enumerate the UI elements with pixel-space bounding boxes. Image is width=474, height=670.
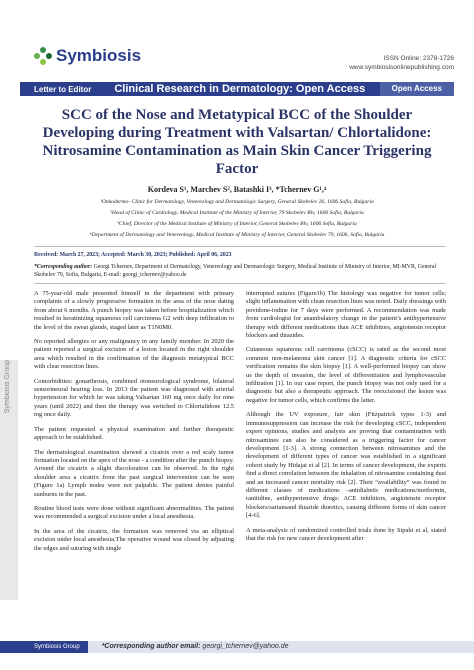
paragraph: Cutaneous squamous cell carcinoma (cSCC) is rated as the second most common non-melanoma skin cancer [1]. A diagnostic criteria for cSCC verification remains the skin biopsy [1]. A well-performed biopsy can show us the depth of invasion, the level of differentiation and lymphovascular infiltration [1]. In our case report, the punch biopsy was not only used for a diagnostic but also a therapeutic approach. The reexcisionof the lesion was negative for tumor cells, which confirms the latter. bbox=[246, 346, 446, 404]
sidebar-text: Symbiosis Group bbox=[4, 360, 11, 414]
issn-text: ISSN Online: 2378-1726 bbox=[383, 55, 454, 62]
sidebar-strip bbox=[0, 360, 18, 600]
journal-banner bbox=[20, 82, 454, 96]
affiliations bbox=[30, 197, 444, 241]
affiliation-3: ³Chief, Director of the Medical Institute of Ministry of Interior, General Skobelev Blv, 1606 Sofia, Bulgaria bbox=[117, 221, 357, 227]
open-access-badge: Open Access bbox=[380, 82, 454, 96]
journal-name: Clinical Research in Dermatology: Open Access bbox=[114, 83, 366, 95]
paragraph: Routine blood tests were done without significant abnormalities. The patient was recommended a surgical excision under a local anesthesia. bbox=[34, 504, 234, 521]
paragraph: interrupted sutures (Figure1b) The histology was negative for tumor cells; slight inflammation with clean resection lines was noted. Daily dressings with povidone-iodine for 7 days were performed. A recommendation was made from cardiologist for anambulatory change in the patient’s antihypertensive therapy with different medications than ACE inhibitors, angiotensin receptor blockers and thiazides. bbox=[246, 290, 446, 340]
corr-label: *Corresponding author: bbox=[34, 264, 93, 270]
corresponding-author bbox=[34, 263, 446, 279]
paragraph: In the area of the cicatrix, the formation was removed via an elliptical excision under local anesthesia.The operative wound was closed by adjusting the edges and suturing with single bbox=[34, 527, 234, 552]
footer-email[interactable]: georgi_tchernev@yahoo.de bbox=[200, 643, 289, 650]
footer-publisher: Symbiosis Group bbox=[0, 641, 88, 653]
author-list: Kordeva S¹, Marchev S², Batashki I³, *Tchernev G¹,⁴ bbox=[147, 185, 327, 194]
corr-text: Georgi Tchernev, Department of Dermatology, Venereology and Dermatologic Surgery, Medical Institute of Ministry of Interior, MI-MVR, General Skobelev 79, Sofia, Bulgaria, E-mail: georgi_tchernev@yahoo.de bbox=[34, 264, 437, 278]
paragraph: A 75-year-old male presented himself in the department with primary complaints of a slowly progressive formation in the area of the nose dating from about 6 months. A punch biopsy was taken before hospitalization which resulted in keratinizing squamous cell carcinoma G2 with deep infiltration to the level of the sweat glands, staged later as T1N0M0. bbox=[34, 290, 234, 331]
article-dates: Received: March 27, 2023; Accepted: March 30, 2023; Published: April 06, 2023 bbox=[34, 252, 232, 258]
article-title: SCC of the Nose and Metatypical BCC of the Shoulder Developing during Treatment with Valsartan/ Chlortalidone: Nitrosamine Contamination as Main Skin Cancer Triggering Factor bbox=[42, 107, 432, 177]
page-header bbox=[34, 40, 454, 80]
website-link[interactable]: www.symbiosisonlinepublishing.com bbox=[349, 64, 454, 71]
issn-block bbox=[349, 54, 454, 72]
affiliation-2: ²Head of Clinic of Cardiology, Medical Institute of the Ministry of Interior, 79 Skobelev Blv, 1606 Sofia, Bulgaria bbox=[110, 210, 364, 216]
logo bbox=[34, 46, 141, 66]
affiliation-1: ¹Onkodermo- Clinic for Dermatology, Venereology and Dermatologic Surgery, General Skobelev 26, 1606 Sofia, Bulgaria bbox=[100, 199, 374, 205]
paragraph: Although the UV exposure, fair skin (Fitzpatrick types 1-3) and immunosuppression can increase the risk for developing cSCC, independent expert opinions, studies and analysis are proving that contamination with nitrosamines can also be considered as a triggering factor for cancer development [1-3]. A strong connection between nitrosamines and the development of different types of cancer was established in a significant cohort study by Hidajat et al [2]. In terms of cancer development, the experts find a direct correlation between the inhalation of nitrosamine containing dust and an increased cancer mortality risk [2]. Their “availability” was found in different classes of medications –antidiabetic medications/metformin, ranitidine, antihypertensive drugs: ACE inhibitors, angiotensin receptor blockers/sartansand thiazide diuretics, causing different forms of skin cancer [4-6]. bbox=[246, 411, 446, 520]
paragraph: A meta-analysis of randomized controlled trials done by Sipahi et al, stated that the risk for new cancer development after bbox=[246, 526, 446, 542]
paragraph: The patient requested a physical examination and further therapeutic approach to be established. bbox=[34, 425, 234, 442]
right-column bbox=[246, 290, 446, 559]
paragraph: Comorbidities: gonarthrosis, combined otoneurological syndrome, bilateral sensorineural hearing loss. In 2013 the patient was diagnosed with arterial hypertension for which he was taking Valsartan 160 mg once daily for nine years (until 2022) and then the therapy was switched to Chlortalidone 12.5 mg once daily. bbox=[34, 377, 234, 419]
paragraph: The dermatological examination showed a cicatrix over a red scaly tumor formation located on the apex of the nose - a condition after the punch biopsy. Around the cicatrix a slight discoloration can be observed. In the right shoulder area a cicatrix from the past surgical intervention can be seen (Figure 1a) Lymph nodes were not palpable. The patient denies painful sunburns in the past. bbox=[34, 448, 234, 498]
body-columns bbox=[34, 290, 446, 559]
logo-text: Symbiosis bbox=[56, 46, 142, 65]
article-type: Letter to Editor bbox=[34, 84, 92, 94]
footer-contact bbox=[88, 641, 474, 653]
symbiosis-logo-icon bbox=[34, 47, 52, 65]
footer-corr-label: *Corresponding author email: bbox=[101, 643, 201, 650]
paragraph: No reported allergies or any malignancy in any family member. In 2020 the patient reported a surgical excision of a lesion located in the right shoulder area which resulted in the confirmation of the diagnosis metatypical BCC with clear resection lines. bbox=[34, 338, 234, 371]
affiliation-4: ⁴Department of Dermatology and Venereology, Medical Institute of Ministry of Interior, General Skobelev 79, 1606, Sofia, Bulgaria bbox=[89, 232, 385, 238]
left-column bbox=[34, 290, 234, 559]
page-footer bbox=[0, 641, 474, 653]
article-info bbox=[34, 246, 446, 284]
